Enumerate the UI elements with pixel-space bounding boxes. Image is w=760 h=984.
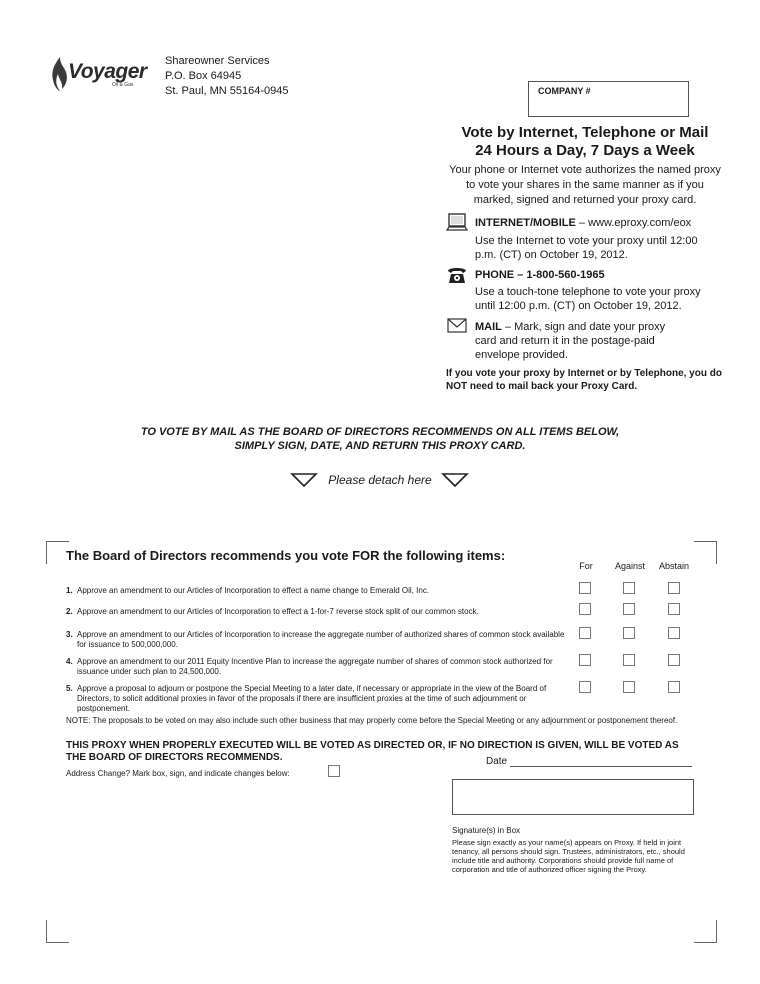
signature-instructions: Please sign exactly as your name(s) appears on Proxy. If held in joint tenancy, all persons should sign. Trustees, administrators, etc., should include title and authority. Corporations should provide full name of corporation and title of authorized officer signing the Proxy. (452, 838, 685, 874)
internet-method-label: INTERNET/MOBILE (475, 217, 576, 229)
proxy-execution-statement: THIS PROXY WHEN PROPERLY EXECUTED WILL BE VOTED AS DIRECTED OR, IF NO DIRECTION IS GIVEN, WILL BE VOTED AS THE BOARD OF DIRECTORS RECOMMENDS. (66, 740, 679, 763)
address-line: St. Paul, MN 55164-0945 (165, 85, 289, 97)
internet-method-title (475, 216, 691, 230)
item-1-for-checkbox[interactable] (579, 582, 591, 594)
return-address (165, 54, 289, 99)
mail-vote-instruction (40, 425, 720, 453)
item-3-for-checkbox[interactable] (579, 627, 591, 639)
column-abstain: Abstain (658, 561, 690, 571)
internet-method-body: Use the Internet to vote your proxy until 12:00 p.m. (CT) on October 19, 2012. (475, 235, 698, 261)
logo-subtitle: Oil & Gas (112, 82, 134, 88)
item-4-abstain-checkbox[interactable] (668, 654, 680, 666)
address-line: Shareowner Services (165, 55, 270, 67)
date-label: Date (486, 756, 508, 767)
mail-method-suffix: – Mark, sign and date your proxy card and return it in the postage-paid envelope provided. (475, 321, 666, 361)
address-line: P.O. Box 64945 (165, 70, 242, 82)
vote-title-line: Vote by Internet, Telephone or Mail (461, 124, 709, 141)
ballot-item (66, 586, 566, 596)
item-3-against-checkbox[interactable] (623, 627, 635, 639)
item-2-against-checkbox[interactable] (623, 603, 635, 615)
envelope-icon (446, 316, 468, 336)
item-4-for-checkbox[interactable] (579, 654, 591, 666)
item-number: 2. (66, 607, 73, 616)
item-number: 5. (66, 684, 73, 693)
ballot-item (66, 630, 566, 650)
online-vote-note: If you vote your proxy by Internet or by Telephone, you do NOT need to mail back your Proxy Card. (446, 368, 722, 392)
item-text: Approve an amendment to our Articles of Incorporation to increase the aggregate number of authorized shares of common stock available for issuance to 500,000,000. (77, 630, 565, 649)
phone-method-title (475, 268, 605, 282)
ballot-item (66, 684, 566, 714)
date-field[interactable] (510, 766, 692, 767)
phone-method-body: Use a touch-tone telephone to vote your proxy until 12:00 p.m. (CT) on October 19, 2012. (475, 286, 701, 312)
mail-method-label: MAIL (475, 321, 502, 333)
proposals-note: NOTE: The proposals to be voted on may also include such other business that may properly come before the Special Meeting or any adjournment or postponement thereof. (66, 716, 678, 725)
vote-title-line: 24 Hours a Day, 7 Days a Week (475, 142, 695, 159)
crop-mark (694, 920, 717, 943)
item-text: Approve an amendment to our Articles of Incorporation to effect a 1-for-7 reverse stock split of our common stock. (77, 607, 479, 616)
address-change-label: Address Change? Mark box, sign, and indicate changes below: (66, 769, 290, 778)
logo-wordmark: Voyager (68, 60, 147, 83)
voyager-logo-flame-icon (50, 56, 70, 92)
item-5-against-checkbox[interactable] (623, 681, 635, 693)
item-4-against-checkbox[interactable] (623, 654, 635, 666)
item-number: 3. (66, 630, 73, 639)
mail-instruction-line: TO VOTE BY MAIL AS THE BOARD OF DIRECTORS RECOMMENDS ON ALL ITEMS BELOW, (140, 426, 620, 438)
company-number-label: COMPANY # (538, 86, 591, 96)
internet-method-url: – www.eproxy.com/eox (575, 217, 692, 229)
phone-method-label: PHONE – 1-800-560-1965 (475, 269, 605, 281)
telephone-icon (446, 265, 468, 285)
detach-here-label: Please detach here (328, 473, 432, 487)
column-for: For (579, 561, 593, 571)
mail-method-text (475, 320, 685, 362)
item-2-abstain-checkbox[interactable] (668, 603, 680, 615)
item-5-abstain-checkbox[interactable] (668, 681, 680, 693)
item-text: Approve an amendment to our Articles of Incorporation to effect a name change to Emerald Oil, Inc. (77, 586, 430, 595)
item-2-for-checkbox[interactable] (579, 603, 591, 615)
arrow-down-icon (290, 472, 318, 488)
item-1-abstain-checkbox[interactable] (668, 582, 680, 594)
column-against: Against (614, 561, 646, 571)
item-5-for-checkbox[interactable] (579, 681, 591, 693)
vote-methods-title (446, 124, 724, 160)
ballot-heading: The Board of Directors recommends you vote FOR the following items: (66, 548, 506, 563)
vote-intro-text: Your phone or Internet vote authorizes the named proxy to vote your shares in the same manner as if you marked, signed and returned your proxy card. (449, 164, 721, 206)
item-text: Approve an amendment to our 2011 Equity Incentive Plan to increase the aggregate number of shares of common stock authorized for issuance under such plan to 24,500,000. (77, 657, 553, 676)
item-1-against-checkbox[interactable] (623, 582, 635, 594)
mail-instruction-line: SIMPLY SIGN, DATE, AND RETURN THIS PROXY CARD. (234, 440, 526, 452)
item-number: 4. (66, 657, 73, 666)
ballot-item (66, 607, 566, 617)
item-3-abstain-checkbox[interactable] (668, 627, 680, 639)
signature-box[interactable] (452, 779, 694, 815)
item-number: 1. (66, 586, 73, 595)
computer-icon (446, 213, 468, 233)
signature-label: Signature(s) in Box (452, 826, 521, 835)
ballot-item (66, 657, 566, 677)
arrow-down-icon (441, 472, 469, 488)
crop-mark (46, 920, 69, 943)
item-text: Approve a proposal to adjourn or postpone the Special Meeting to a later date, if necessary or appropriate in the view of the Board of Directors, to solicit additional proxies in favor of the proposals if there are insufficient proxies at the time of such adjournment or postponement. (77, 684, 547, 713)
address-change-checkbox[interactable] (328, 765, 340, 777)
